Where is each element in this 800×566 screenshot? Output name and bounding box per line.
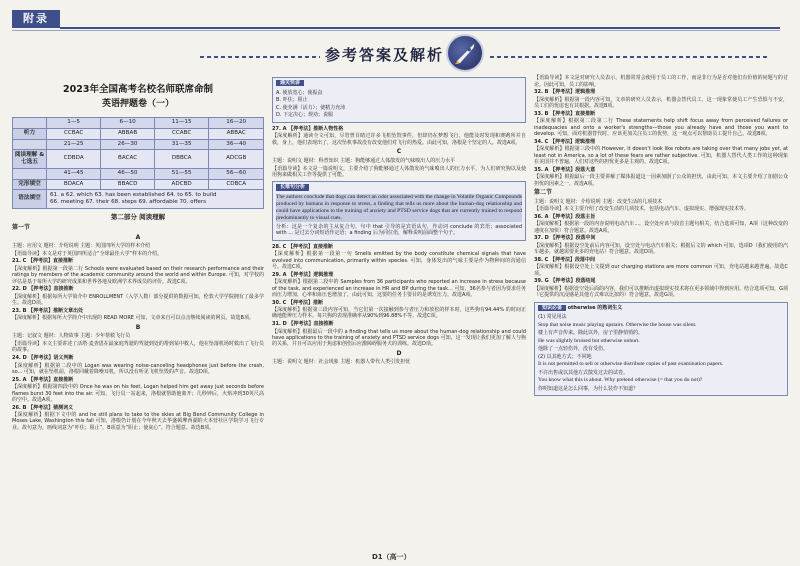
question-27: 27. A 【押考法】推断人物性格: [272, 125, 344, 132]
answer-key-cell: 46—50: [101, 168, 155, 179]
answer-key-row: [13, 150, 264, 168]
box-line: B. 吓住；阻止: [276, 97, 308, 104]
answer-key-row-label: 语法填空: [13, 190, 47, 208]
title-decoration-left: [200, 56, 320, 58]
answer-key-cell: 26—30: [101, 139, 155, 150]
answer-key-cell: CDBCA: [209, 179, 264, 190]
question-29: 29. A 【押考法】逻辑推理: [272, 271, 334, 278]
answer-key-row-label: [13, 168, 47, 179]
answer-key-row-label: 完形填空: [13, 179, 47, 190]
explanation-30: 【深度解析】根据第三段内容可知，当它们第一次接触到参与者压力和放松的样本时，这些狗有94.44% 的时间正确地能辨压力样本。每只狗的表现准确率从90%到96.88%不等。故选C项。: [272, 307, 526, 320]
explanation-29: 【深度解析】根据第二段中的 Samples from 36 participants who reported an increase in stress because of the task, and experienced an increase in HR and BP during the task... 可知，36名参与者因为要求任务而压力增加，心率和血压也增加了，由此可知，这要的任务主要目的是诱发压力。故选A项。: [272, 279, 526, 298]
answer-key-cell: 1—5: [47, 117, 101, 128]
section-title: 第二节: [534, 188, 553, 196]
passage-guide: 【语篇导读】本文主要讲述了活塔·麦查恩在最家庭驾驶的驾驶到处的帮到某中救人，他在坠落机场时救出了飞行员的故事。: [12, 341, 264, 354]
passage-guide: 【语篇导读】本文是对研究人员表示，机器常常会使用于员工的工作，而是非行为是否对他们有价值的问题与的讨论。因此可知，员工的影响。: [534, 75, 788, 88]
answer-key-row: [13, 190, 264, 208]
page-title: 参考答案及解析: [325, 46, 445, 64]
passage-guide: 【语篇导读】本文主要介绍了改变生活的几项技术，包括电动汽车、虚拟现实、增强现实技术等。: [534, 206, 750, 213]
analysis-text: 分析：这是一个复杂的主从复合句，句中 that 引导的是宾语从句，作动词 conclude 的宾语；associated with ... 是过去分词短语作定语；a finding 后为同位语，解释说明前面整个句子。: [276, 223, 522, 237]
column-middle: [272, 74, 526, 367]
answer-key-cell: 31—35: [154, 139, 208, 150]
question-36: 36. A 【押考法】段落主旨: [534, 213, 596, 220]
answer-key-cell: BBACD: [101, 179, 155, 190]
question-32: 32. B 【押考法】逻辑推理: [534, 89, 596, 96]
question-22: 22. D 【押考法】直接推断: [12, 286, 74, 293]
question-21: 21. C 【押考法】直接推断: [12, 258, 74, 265]
explanation-28: 【深度解析】根据第一段第一句 Smells emitted by the body constitute chemical signals that have evolved into communication, primarily within species. 可知，身体发出的气味主要是作为物种间的沟通信号。故选C项。: [272, 251, 526, 270]
box-line: C. 使充满（活力）；使精力充沛: [276, 104, 346, 111]
page-number: D1（高一）: [372, 553, 411, 561]
question-31: 31. D 【押考法】直接推断: [272, 321, 334, 328]
passage-letter-d: D: [396, 349, 402, 357]
grammar-line: 61. a 62. which 63. has been established 64. to 65. to build: [50, 191, 217, 198]
answer-key-cell: ABBAB: [101, 128, 155, 139]
explanation-32: 【深度解析】根据第一段内容可知，文章的研究人员表示，机器会替代员工，这一现象常使员工产生恐惧与不安，员工们的忧虑也有其根据。故选B项。: [534, 96, 788, 110]
answer-key-row: [13, 128, 264, 139]
exam-title: 2023年全国高考名校名师联席命制: [63, 84, 213, 95]
answer-key-cell: BACAC: [101, 150, 155, 168]
answer-key-cell: CDBDA: [47, 150, 101, 168]
explanation-39: 【深度解析】根据设空处后面的内容，我们可以推断出虚拟现实技术将在更多领域中得到应用。结合选项可知，G项（它提供的沉浸感是其他方式难以比拟的）符合题意。故选G项。: [534, 285, 788, 299]
box-line: It is not permitted to sell or otherwise distribute copies of past examination papers.: [538, 361, 724, 368]
question-28: 28. C 【押考法】直接推断: [272, 243, 334, 250]
passage-theme: 主题：记叙文 题材：人物故事 主题：少年帮救飞行员: [12, 333, 131, 340]
passage-theme: 主题：应用文 题材：介绍说明 主题：英国四所大学的样本介绍: [12, 243, 151, 250]
answer-key-row-label: 听力: [13, 128, 47, 139]
answer-key-row: [13, 179, 264, 190]
passage-letter-b: B: [135, 323, 141, 331]
explanation-33: 【深度解析】根据第二段第二行 These statements help shift focus away from perceived failures or inadequacies and onto a worker's strengths—those you already have and those you want to develop. 可知，面对机器替代时，应该更加关注员工的优势，这一观点可以帮助员工提升自己。故选B项。: [534, 118, 788, 138]
explanation-22: 【深度解析】根据每所大学简介中 ENROLLMENT（入学人数）部分提供的数据可知，伦敦大学学院拥有了最多学生。故选D项。: [12, 293, 264, 307]
passage-letter-c: C: [396, 148, 402, 156]
answer-key-cell: ABBAC: [209, 128, 264, 139]
explanation-37: 【深度解析】根据设空处前后内容可知，设空处与电动汽车相关；根据后文的 which 可知，选项D（我们使用的汽车越多，就越需要更多的充电站）符合题意。故选D项。: [534, 242, 788, 256]
box-line: D. 下定决心；规劝；说服: [276, 112, 334, 119]
answer-key-cell: CCBAC: [47, 128, 101, 139]
passage-letter-a: A: [135, 233, 141, 241]
answer-key-table: [12, 117, 264, 209]
explanation-23: 【深度解析】根据每所大学简介中出现的 READ MORE 可知，文章来自可以点击继续阅读的网页。故选B项。: [12, 315, 254, 322]
question-23: 23. B 【押考法】推断文章出处: [12, 307, 84, 314]
question-30: 30. C 【押考法】推断: [272, 299, 324, 306]
box-line: 他除了一点轻伤外，没有受伤。: [538, 346, 609, 353]
analysis-sentence: The authors conclude that dogs can detect an odor associated with the change in Volatile Organic Compounds produced by humans in response to stress, a finding that tells us more about the human-dog relationship and could have applications to the training of anxiety and PTSD service dogs that are currently trained to respond predominantly to visual cues.: [276, 193, 522, 222]
section-title: 第一节: [12, 223, 31, 231]
exam-subtitle: 英语押题卷（一）: [101, 99, 174, 110]
answer-key-cell: 21—25: [47, 139, 101, 150]
answer-key-cell: ADCBD: [154, 179, 208, 190]
passage-theme: 主题：说明文 题材：社会现象 主题：机器人带代人类引发担忧: [272, 359, 411, 366]
explanation-31: 【深度解析】根据最后一段中的 a finding that tells us more about the human-dog relationship and could have applications to the training of anxiety and PTSD service dogs 可知，这一发现让我们更加了解人与狗的关系，并且可以应用于焦虑和创伤后应激障碍服务犬的训练。故选D项。: [272, 328, 526, 348]
passage-guide: 【语篇导读】本文是对于英国四所适合“全球最佳大学”样本的介绍。: [12, 250, 163, 257]
answer-key-cell: 16—20: [209, 117, 264, 128]
tip-box: [272, 77, 526, 123]
box-line: He was slightly bruised but otherwise unhurt.: [538, 337, 640, 344]
explanation-27: 【深度解析】通读全文可知，尽管曾目睹过许多飞机坠毁事件，但却仍在梦想飞行，他能及时发现和赛跑所并自救，身上，他们表现出了，这次坠机事故没有改变他们对飞行的热爱。由此可知，洛根是个坚定的人。故选A项。: [272, 133, 526, 146]
answer-key-cell: 36—40: [209, 139, 264, 150]
answer-key-cell: 51—55: [154, 168, 208, 179]
answer-key-cell: BDACA: [47, 179, 101, 190]
answer-key-cell: 6—10: [101, 117, 155, 128]
answer-key-cell: 41—45: [47, 168, 101, 179]
box-line: 你明知道这是怎么回事，为什么装作不知道？: [538, 385, 639, 392]
answer-key-cell: ADCGB: [209, 150, 264, 168]
question-38: 38. C 【押考法】段落中间: [534, 256, 596, 263]
header-rule: [60, 27, 780, 29]
question-26: 26. B 【押考法】猜测词义: [12, 404, 74, 411]
box-line: You know what this is about. Why pretend otherwise (= that you do not)?: [538, 377, 703, 384]
question-24: 24. D 【押考法】语义判断: [12, 355, 74, 362]
question-37: 37. D 【押考法】段落中间: [534, 235, 596, 242]
box-title: 知识必备: [538, 305, 566, 311]
knowledge-box: [534, 302, 788, 396]
explanation-35: 【深度解析】根据最后一段主要讲解了媒体报道这一因素加剧了公众的担忧，由此可知，本文主要介绍了加剧公众担忧的因素之一，故选A项。: [534, 174, 788, 187]
box-title: 长难句分析: [276, 184, 309, 190]
passage-guide: 【语篇导读】本文是一篇说明文，主要介绍了狗能够通过人体散发的气味嗅出人的压力水平，为人们研究狗以及使用狗来做相关工作等提供了可能。: [272, 165, 526, 178]
answer-key-row: [13, 139, 264, 150]
explanation-21: 【深度解析】根据第一段第二行 Schools were evaluated based on their research performance and their ratings by members of the academic community around the world and within Europe. 可知，对学校的评估是基于每所大学的研究成果和世界各地及欧洲学术界成员的评价。故选C项。: [12, 265, 264, 285]
part-title: 第二部分 阅读理解: [110, 212, 166, 221]
answer-key-row-label: 阅读理解 & 七选五: [13, 150, 47, 168]
box-line: A. 使放宽心；使振奋: [276, 89, 323, 96]
rocket-logo-icon: [446, 34, 484, 72]
answer-key-cell: 56—60: [209, 168, 264, 179]
box-heading: otherwise 的熟词生义: [567, 304, 623, 311]
explanation-34: 【深度解析】根据第三段中的 However, it doesn't look like robots are taking over that many jobs yet, at least not in America, so a lot of these fears are rather subjective. 可知，机器人替代人类工作的这种现象在美国并不普遍，人们对这些的担忧更多是主观的。故选C项。: [534, 146, 788, 165]
answer-key-row: [13, 168, 264, 179]
question-25: 25. A 【押考法】直接推断: [12, 376, 74, 383]
title-decoration-right: [490, 56, 770, 58]
answer-key-cell: CCABC: [154, 128, 208, 139]
explanation-25: 【深度解析】根据第四段中的 Once he was on his feet, Logan helped him get away just seconds before flames burst 30 feet into the air. 可知，飞行员一站起来，洛根就帮助他离开；几秒钟后，火焰冲到30英尺高的空中。故选A项。: [12, 384, 264, 403]
answer-key-cell: 11—15: [154, 117, 208, 128]
passage-theme: 主题：说明文 题材：介绍说明 主题：改变生活的几项技术: [534, 198, 663, 205]
answer-key-row: [13, 117, 264, 128]
box-line: (2) 以其他方式；不同地: [538, 353, 592, 360]
explanation-24: 【深度解析】根据第二段中的 Logan was wearing noise-canceling headphones just before the crash, so... 可知，就在坠机前，洛根同戴着降噪耳机，所以没有听见飞机坠毁的声音。故选D项。: [12, 362, 264, 375]
appendix-tag: 附录: [12, 10, 60, 28]
question-34: 34. C 【押考法】逻辑推理: [534, 138, 596, 145]
column-right: [534, 74, 788, 399]
question-33: 33. B 【押考法】直接推断: [534, 110, 596, 117]
sentence-analysis-box: [272, 181, 526, 240]
answer-key-row-label: [13, 139, 47, 150]
question-35: 35. A 【押考法】段落大意: [534, 166, 596, 173]
passage-theme: 主题：说明文 题材：科普知识 主题：狗能够通过人体散发的气味嗅出人的压力水平: [272, 157, 456, 164]
answer-key-cell: DBBCA: [154, 150, 208, 168]
column-left: [12, 74, 264, 432]
grammar-line: 66. meeting 67. their 68. steps 69. affordable 70. offers: [50, 199, 207, 205]
box-title: 通关快讲: [276, 80, 304, 86]
explanation-38: 【深度解析】根据设空处上文提到 our charging stations are more common 可知，充电站越来越普遍。故选C项。: [534, 264, 788, 277]
box-line: (1) 常见用法: [538, 314, 567, 321]
box-line: 不许出售或以其他方式散发过去的试卷。: [538, 369, 629, 376]
box-line: Stop that noise music playing upstairs. Otherwise the house was silent.: [538, 321, 697, 328]
explanation-36: 【深度解析】根据第一段的内容说明电动汽车...，设空处应该与段首主题句相关，结合选项可知，A项（这种改变的速度在加快）符合题意。故选A项。: [534, 221, 788, 234]
question-39: 39. G 【押考法】段落结尾: [534, 278, 596, 285]
explanation-26: 【深度解析】根据下文中的 and he still plans to take to the skies at Big Bend Community College in Moses Lake, Washington this fall 可知，洛根仍计划在今年秋天去华盛顿摩西湖的大本营社区学院学习飞行专业。故句意为，画线词意为“吓住；阻止”，B项意为“阻止；使灰心”。符合题意。故选B项。: [12, 412, 264, 431]
grammar-answers: [47, 190, 264, 208]
box-line: 楼上有声音传来。除此以外，房子里静悄悄的。: [538, 330, 644, 337]
header-rule-thin: [12, 30, 780, 31]
answer-key-row-label: [13, 117, 47, 128]
